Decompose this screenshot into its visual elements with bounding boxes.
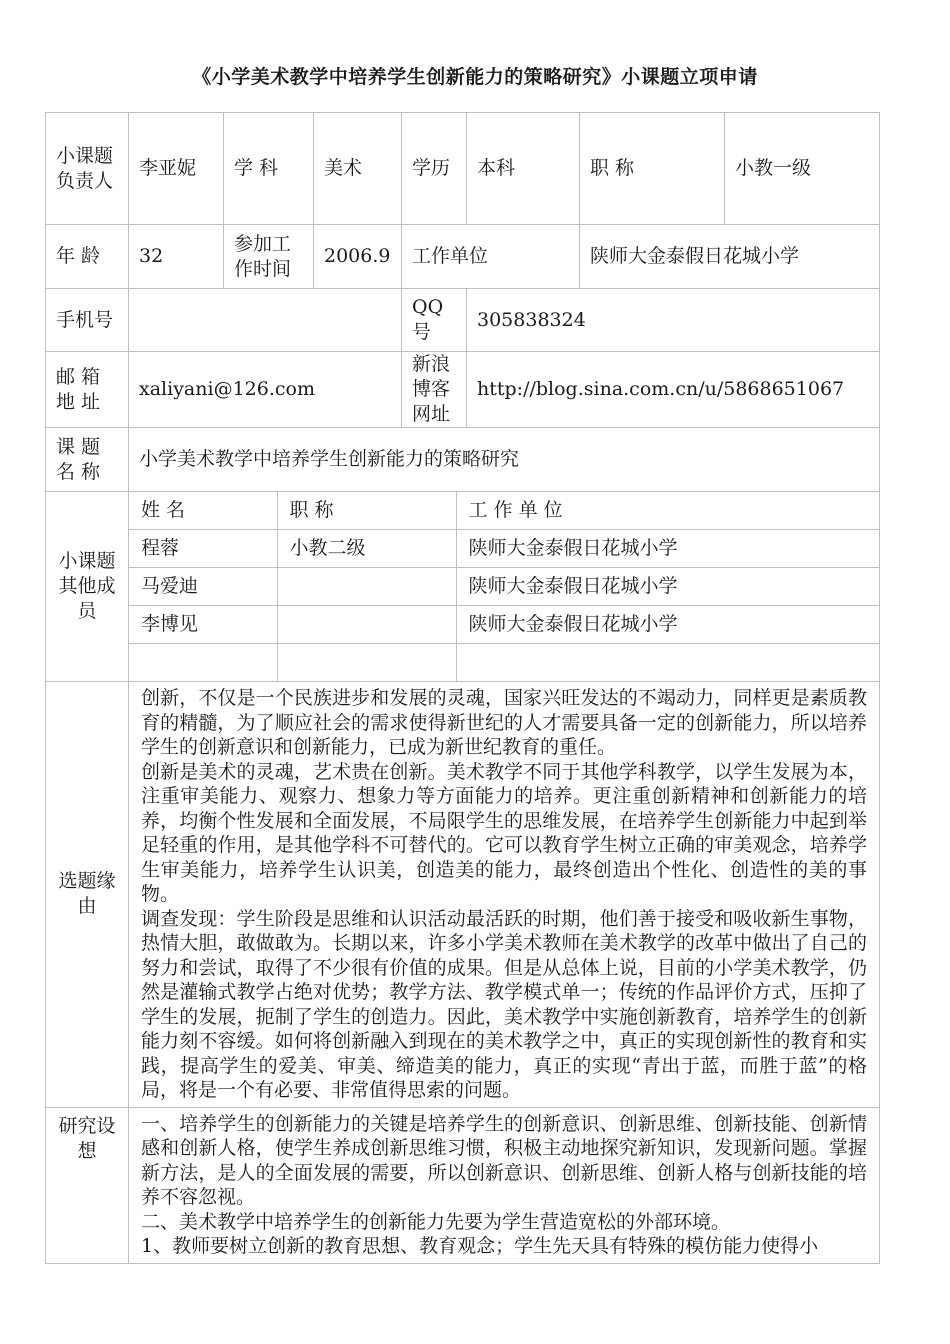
row-topic xyxy=(46,428,880,492)
member-name xyxy=(129,644,277,682)
qq-label: QQ号 xyxy=(402,289,467,352)
reason-text xyxy=(129,682,880,1108)
unit-value: 陕师大金泰假日花城小学 xyxy=(580,225,880,289)
design-paragraph: 一、培养学生的创新能力的关键是培养学生的创新意识、创新思维、创新技能、创新情感和创新人格，使学生养成创新思维习惯，积极主动地探究新知识，发现新问题。掌握新方法，是人的全面发展的需要，所以创新意识、创新思维、创新人格与创新技能的培养不容忽视。 xyxy=(141,1112,867,1208)
row-age xyxy=(46,225,880,289)
member-rank xyxy=(277,644,456,682)
table-row xyxy=(129,568,879,606)
reason-label: 选题缘由 xyxy=(46,682,129,1108)
email-value: xaliyani@126.com xyxy=(129,352,402,428)
blog-value: http://blog.sina.com.cn/u/5868651067 xyxy=(467,352,880,428)
table-row xyxy=(129,606,879,644)
phone-label: 手机号 xyxy=(46,289,129,352)
member-unit: 陕师大金泰假日花城小学 xyxy=(456,568,879,606)
row-design xyxy=(46,1107,880,1263)
unit-label: 工作单位 xyxy=(402,225,580,289)
row-reason xyxy=(46,682,880,1108)
design-text xyxy=(129,1107,880,1263)
member-name: 马爱迪 xyxy=(129,568,277,606)
age-value: 32 xyxy=(129,225,224,289)
member-name: 李博见 xyxy=(129,606,277,644)
row-members xyxy=(46,492,880,682)
row-phone xyxy=(46,289,880,352)
topic-label: 课 题 名 称 xyxy=(46,428,129,492)
subject-label: 学 科 xyxy=(224,113,314,225)
reason-paragraph: 调查发现：学生阶段是思维和认识活动最活跃的时期，他们善于接受和吸收新生事物，热情大胆，敢做敢为。长期以来，许多小学美术教师在美术教学的改革中做出了自己的努力和尝试，取得了不少很有价值的成果。但是从总体上说，目前的小学美术教学，仍然是灌输式教学占绝对优势；教学方法、教学模式单一；传统的作品评价方式，压抑了学生的发展，扼制了学生的创造力。因此，美术教学中实施创新教育，培养学生的创新能力刻不容缓。如何将创新融入到现在的美术教学之中，真正的实现创新性的教育和实践，提高学生的爱美、审美、缔造美的能力，真正的实现“青出于蓝，而胜于蓝”的格局，将是一个有必要、非常值得思索的问题。 xyxy=(141,907,867,1101)
start-label: 参加工作时间 xyxy=(224,225,314,289)
members-header-rank: 职 称 xyxy=(277,492,456,530)
email-label: 邮 箱 地 址 xyxy=(46,352,129,428)
member-rank xyxy=(277,568,456,606)
row-email xyxy=(46,352,880,428)
members-header-unit: 工 作 单 位 xyxy=(456,492,879,530)
design-label: 研究设想 xyxy=(46,1107,129,1263)
education-label: 学历 xyxy=(402,113,467,225)
member-unit: 陕师大金泰假日花城小学 xyxy=(456,530,879,568)
members-table xyxy=(129,492,879,681)
member-name: 程蓉 xyxy=(129,530,277,568)
member-unit: 陕师大金泰假日花城小学 xyxy=(456,606,879,644)
row-leader xyxy=(46,113,880,225)
members-header-name: 姓 名 xyxy=(129,492,277,530)
education-value: 本科 xyxy=(467,113,580,225)
table-row xyxy=(129,644,879,682)
subject-value: 美术 xyxy=(314,113,402,225)
member-rank: 小教二级 xyxy=(277,530,456,568)
leader-value: 李亚妮 xyxy=(129,113,224,225)
blog-label: 新浪博客网址 xyxy=(402,352,467,428)
phone-value xyxy=(129,289,402,352)
age-label: 年 龄 xyxy=(46,225,129,289)
rank-label: 职 称 xyxy=(580,113,725,225)
leader-label: 小课题负责人 xyxy=(46,113,129,225)
table-row xyxy=(129,530,879,568)
topic-value: 小学美术教学中培养学生创新能力的策略研究 xyxy=(129,428,880,492)
start-value: 2006.9 xyxy=(314,225,402,289)
document-title: 《小学美术教学中培养学生创新能力的策略研究》小课题立项申请 xyxy=(192,66,758,88)
design-paragraph: 1、教师要树立创新的教育思想、教育观念；学生先天具有特殊的模仿能力使得小 xyxy=(141,1235,819,1257)
application-form xyxy=(45,112,880,1264)
rank-value: 小教一级 xyxy=(725,113,880,225)
reason-paragraph: 创新，不仅是一个民族进步和发展的灵魂，国家兴旺发达的不竭动力，同样更是素质教育的精髓，为了顺应社会的需求使得新世纪的人才需要具备一定的创新能力，所以培养学生的创新意识和创新能力，已成为新世纪教育的重任。 xyxy=(141,687,867,758)
member-unit xyxy=(456,644,879,682)
reason-paragraph: 创新是美术的灵魂，艺术贵在创新。美术教学不同于其他学科教学，以学生发展为本，注重审美能力、观察力、想象力等方面能力的培养。更注重创新精神和创新能力的培养，均衡个性发展和全面发展，不局限学生的思维发展，在培养学生创新能力中起到举足轻重的作用，是其他学科不可替代的。它可以教育学生树立正确的审美观念，培养学生审美能力，培养学生认识美，创造美的能力，最终创造出个性化、创造性的美的事物。 xyxy=(141,760,867,905)
qq-value: 305838324 xyxy=(467,289,880,352)
members-label: 小课题其他成员 xyxy=(46,492,129,682)
design-paragraph: 二、美术教学中培养学生的创新能力先要为学生营造宽松的外部环境。 xyxy=(141,1210,731,1233)
members-header xyxy=(129,492,879,530)
member-rank xyxy=(277,606,456,644)
